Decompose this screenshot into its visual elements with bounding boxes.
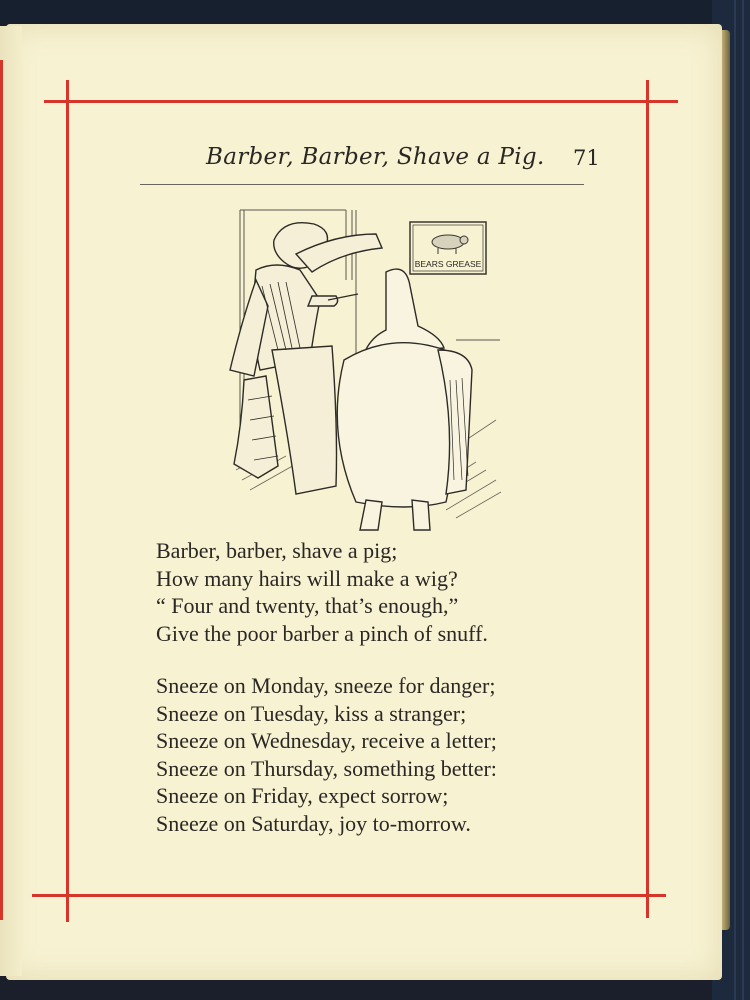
verse-line: Sneeze on Friday, expect sorrow;: [156, 783, 449, 809]
page-number: 71: [573, 146, 600, 170]
verse-line: Sneeze on Monday, sneeze for danger;: [156, 673, 496, 698]
book-cover-top: [0, 0, 750, 22]
verse-line: “ Four and twenty, that’s enough,”: [156, 593, 459, 619]
header-rule: [140, 184, 584, 185]
verse-line: Sneeze on Tuesday, kiss a stranger;: [156, 700, 467, 726]
verse-stanza-one: [156, 537, 488, 647]
pig-figure: [337, 269, 472, 530]
border-rule-top: [44, 100, 678, 103]
border-rule-left: [66, 80, 69, 922]
verse-line: Sneeze on Thursday, something better:: [156, 755, 497, 781]
sign-text: BEARS GREASE: [414, 259, 482, 269]
border-rule-right: [646, 80, 649, 918]
verse-line: Sneeze on Saturday, joy to-morrow.: [156, 810, 471, 836]
bears-grease-sign: [410, 222, 486, 274]
verse-line: Give the poor barber a pinch of snuff.: [156, 620, 488, 646]
border-rule-bottom: [32, 894, 666, 897]
facing-page-edge: [0, 26, 22, 976]
running-title: Barber, Barber, Shave a Pig.: [206, 144, 545, 170]
page-header: [140, 140, 600, 190]
verse-line: How many hairs will make a wig?: [156, 565, 458, 591]
verse-stanza-two: [156, 672, 497, 838]
barber-shaving-pig-illustration: [216, 200, 506, 540]
verse-line: Sneeze on Wednesday, receive a letter;: [156, 728, 497, 754]
facing-page-rule: [0, 60, 3, 920]
verse-line: Barber, barber, shave a pig;: [156, 538, 398, 563]
